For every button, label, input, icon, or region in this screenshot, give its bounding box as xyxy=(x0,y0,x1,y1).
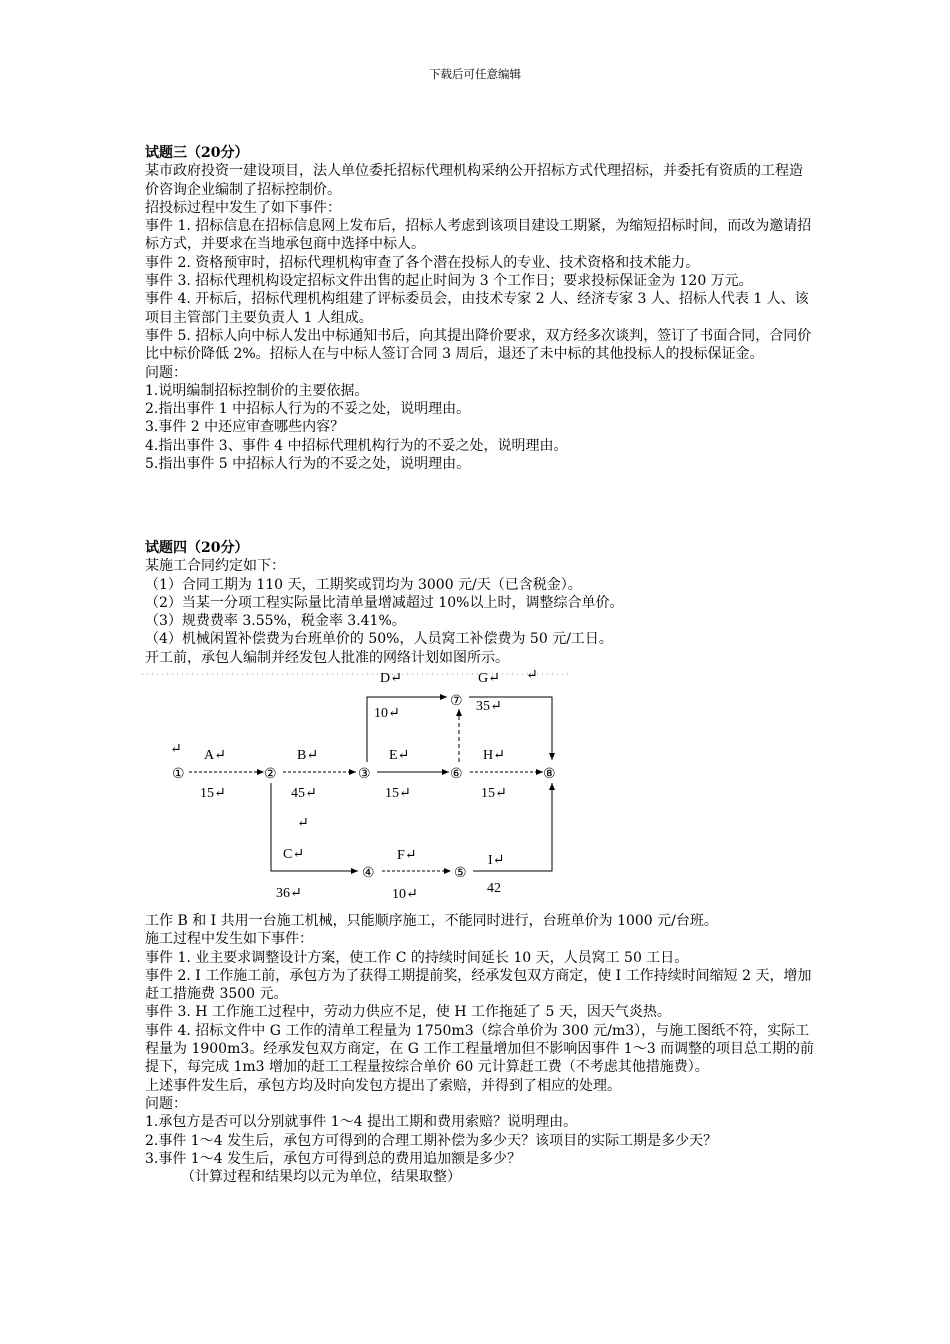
activity-a-label: A↵ xyxy=(204,748,226,763)
activity-g-duration: 35↵ xyxy=(476,699,502,714)
activity-f-label: F↵ xyxy=(397,848,417,863)
q3-question-5: 5.指出事件 5 中招标人行为的不妥之处，说明理由。 xyxy=(145,456,471,473)
q4-term-1: （1）合同工期为 110 天，工期奖或罚均为 3000 元/天（已含税金）。 xyxy=(145,576,582,593)
activity-g-label: G↵ xyxy=(478,671,500,686)
question-4-title: 试题四（20分） xyxy=(145,540,249,556)
activity-i-duration: 42 xyxy=(487,881,501,896)
node-8: ⑧ xyxy=(543,767,556,782)
paragraph-mark: ↵ xyxy=(297,816,309,831)
activity-e-duration: 15↵ xyxy=(385,786,411,801)
paragraph-mark: ↵ xyxy=(526,668,538,683)
q3-event-3: 事件 3. 招标代理机构设定招标文件出售的起止时间为 3 个工作日；要求投标保证金为 120 万元。 xyxy=(145,273,753,290)
node-4: ④ xyxy=(362,866,375,881)
node-2: ② xyxy=(264,767,277,782)
q3-question-1: 1.说明编制招标控制价的主要依据。 xyxy=(145,382,369,399)
question-4-intro xyxy=(145,539,815,667)
q4-event-1: 事件 1. 业主要求调整设计方案，使工作 C 的持续时间延长 10 天，人员窝工 50 工日。 xyxy=(145,949,689,966)
activity-a-duration: 15↵ xyxy=(200,786,226,801)
question-4-body xyxy=(145,912,815,1186)
q4-intro-line: 开工前，承包人编制并经发包人批准的网络计划如图所示。 xyxy=(145,649,509,666)
activity-d-duration: 10↵ xyxy=(374,706,400,721)
q3-paragraph: 某市政府投资一建设项目，法人单位委托招标代理机构采纳公开招标方式代理招标，并委托有资质的工程造价咨询企业编制了招标控制价。 xyxy=(145,163,803,198)
node-7: ⑦ xyxy=(450,694,463,709)
q4-event-2: 事件 2. I 工作施工前，承包方为了获得工期提前奖，经承发包双方商定，使 I 工作持续时间缩短 2 天，增加赶工措施费 3500 元。 xyxy=(145,967,812,1003)
q4-question-2: 2.事件 1～4 发生后，承包方可得到的合理工期补偿为多少天？该项目的实际工期是多少天？ xyxy=(145,1132,718,1149)
activity-b-duration: 45↵ xyxy=(291,786,317,801)
activity-h-label: H↵ xyxy=(483,748,505,763)
q4-claim-line: 上述事件发生后，承包方均及时向发包方提出了索赔，并得到了相应的处理。 xyxy=(145,1077,621,1094)
q4-term-4: （4）机械闲置补偿费为台班单价的 50%，人员窝工补偿费为 50 元/工日。 xyxy=(145,631,613,648)
q4-intro-line: 某施工合同约定如下： xyxy=(145,558,285,575)
paragraph-mark: ↵ xyxy=(170,742,182,757)
node-3: ③ xyxy=(358,767,371,782)
activity-e-label: E↵ xyxy=(389,748,410,763)
q4-event-4: 事件 4. 招标文件中 G 工作的清单工程量为 1750m3（综合单价为 300 元/m3），与施工图纸不符，实际工程量为 1900m3。经承发包双方商定，在 G 工作工程量增加但不影响因事件 1～3 而调整的项目总工期的前提下，每完成 1m3 增加的赶工工程量按综合单价 60 元计算赶工费（不考虑其他措施费）。 xyxy=(145,1022,815,1076)
question-3 xyxy=(145,144,815,473)
q3-question-3: 3.事件 2 中还应审查哪些内容？ xyxy=(145,419,345,436)
node-6: ⑥ xyxy=(450,767,463,782)
q4-questions-label: 问题： xyxy=(145,1095,187,1112)
q4-term-3: （3）规费费率 3.55%，税金率 3.41%。 xyxy=(145,613,406,630)
activity-h-duration: 15↵ xyxy=(481,786,507,801)
activity-i-label: I↵ xyxy=(488,853,505,868)
activity-b-label: B↵ xyxy=(297,748,319,763)
q3-event-2: 事件 2. 资格预审时，招标代理机构审查了各个潜在投标人的专业、技术资格和技术能力。 xyxy=(145,254,700,271)
activity-d-label: D↵ xyxy=(380,671,402,686)
question-3-title: 试题三（20分） xyxy=(145,145,249,161)
q3-event-5: 事件 5. 招标人向中标人发出中标通知书后，向其提出降价要求，双方经多次谈判，签订了书面合同，合同价比中标价降低 2%。招标人在与中标人签订合同 3 周后，退还了未中标的其他投标人的投标保证金。 xyxy=(145,327,812,363)
q4-question-1: 1.承包方是否可以分别就事件 1～4 提出工期和费用索赔？说明理由。 xyxy=(145,1114,578,1131)
q4-question-3: 3.事件 1～4 发生后，承包方可得到总的费用追加额是多少？ xyxy=(145,1150,522,1167)
q3-question-2: 2.指出事件 1 中招标人行为的不妥之处，说明理由。 xyxy=(145,401,471,418)
q4-event-3: 事件 3. H 工作施工过程中，劳动力供应不足，使 H 工作拖延了 5 天，因天气炎热。 xyxy=(145,1004,671,1021)
node-1: ① xyxy=(172,767,185,782)
q3-event-4: 事件 4. 开标后，招标代理机构组建了评标委员会，由技术专家 2 人、经济专家 3 人、招标人代表 1 人、该项目主管部门主要负责人 1 人组成。 xyxy=(145,291,809,326)
q3-questions-label: 问题： xyxy=(145,364,187,381)
node-5: ⑤ xyxy=(454,866,467,881)
page-header: 下载后可任意编辑 xyxy=(429,67,521,81)
q3-event-1: 事件 1. 招标信息在招标信息网上发布后，招标人考虑到该项目建设工期紧，为缩短招标时间，而改为邀请招标方式，并要求在当地承包商中选择中标人。 xyxy=(145,218,812,253)
network-diagram xyxy=(140,667,580,907)
activity-f-duration: 10↵ xyxy=(392,887,418,902)
q4-note: （计算过程和结果均以元为单位，结果取整） xyxy=(181,1169,461,1186)
q3-question-4: 4.指出事件 3、事件 4 中招标代理机构行为的不妥之处，说明理由。 xyxy=(145,437,568,454)
q4-events-label: 施工过程中发生如下事件： xyxy=(145,931,313,948)
q3-paragraph: 招投标过程中发生了如下事件： xyxy=(145,199,341,216)
q4-term-2: （2）当某一分项工程实际量比清单量增减超过 10%以上时，调整综合单价。 xyxy=(145,594,624,611)
q4-shared-machine: 工作 B 和 I 共用一台施工机械，只能顺序施工，不能同时进行，台班单价为 1000 元/台班。 xyxy=(145,913,718,929)
activity-c-duration: 36↵ xyxy=(276,886,302,901)
activity-c-label: C↵ xyxy=(283,847,305,862)
